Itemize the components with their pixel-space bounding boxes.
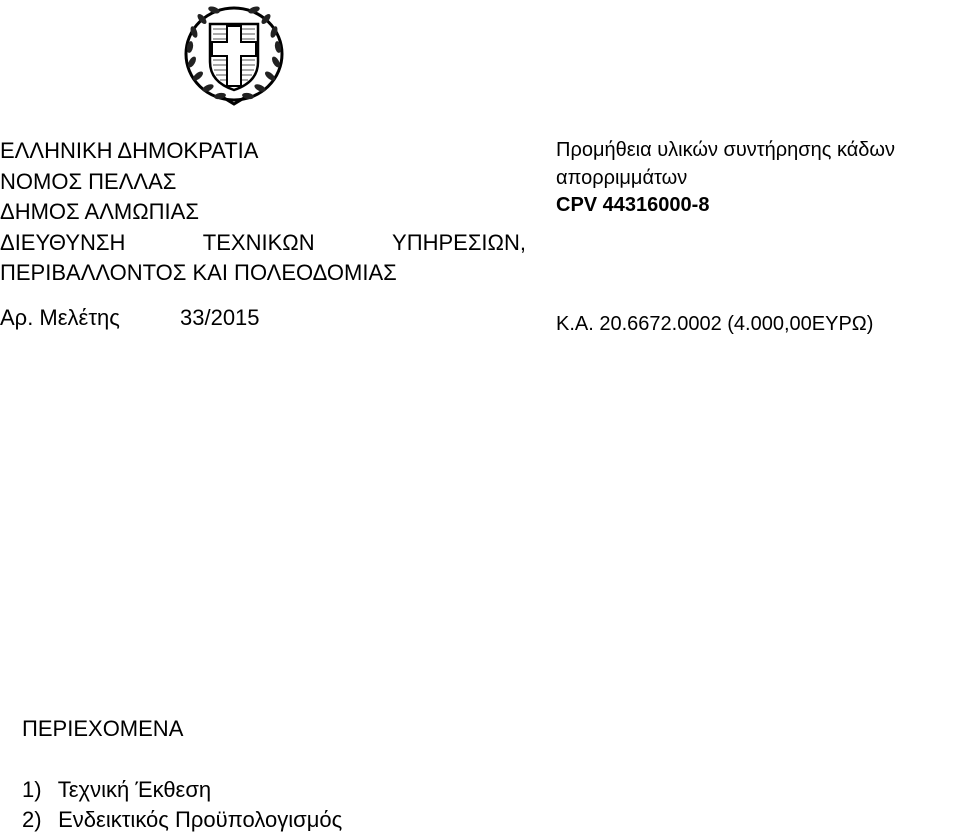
directorate-line bbox=[0, 228, 526, 259]
directorate-line-2: ΠΕΡΙΒΑΛΛΟΝΤΟΣ ΚΑΙ ΠΟΛΕΟΔΟΜΙΑΣ bbox=[0, 260, 397, 285]
prefecture-line: ΝΟΜΟΣ ΠΕΛΛΑΣ bbox=[0, 168, 177, 194]
list-item-label: Τεχνική Έκθεση bbox=[57, 777, 212, 802]
list-item-index: 1) bbox=[22, 777, 42, 802]
project-title-line-2: απορριμμάτων bbox=[556, 166, 688, 189]
directorate-word: ΤΕΧΝΙΚΩΝ bbox=[202, 229, 315, 255]
study-number: 33/2015 bbox=[180, 305, 260, 330]
authority-header bbox=[0, 136, 528, 289]
list-item-index: 2) bbox=[22, 807, 42, 832]
list-item bbox=[22, 775, 342, 805]
contents-list bbox=[22, 775, 342, 835]
study-label: Αρ. Μελέτης bbox=[0, 305, 120, 330]
project-title-block bbox=[556, 137, 895, 220]
project-title-line-1: Προμήθεια υλικών συντήρησης κάδων bbox=[556, 139, 896, 161]
directorate-word: ΔΙΕΥΘΥΝΣΗ bbox=[0, 229, 126, 255]
cpv-code: CPV 44316000-8 bbox=[556, 194, 710, 216]
study-number-line bbox=[0, 305, 260, 331]
directorate-word: ΥΠΗΡΕΣΙΩΝ, bbox=[392, 229, 526, 255]
municipality-line: ΔΗΜΟΣ ΑΛΜΩΠΙΑΣ bbox=[0, 199, 199, 224]
list-item-label: Ενδεικτικός Προϋπολογισμός bbox=[58, 807, 343, 832]
greek-coat-of-arms-icon bbox=[180, 2, 288, 108]
contents-title: ΠΕΡΙΕΧΟΜΕΝΑ bbox=[22, 716, 184, 741]
list-item bbox=[22, 805, 342, 835]
country-line: ΕΛΛΗΝΙΚΗ ΔΗΜΟΚΡΑΤΙΑ bbox=[0, 138, 259, 163]
budget-code: Κ.Α. 20.6672.0002 (4.000,00ΕΥΡΩ) bbox=[556, 313, 874, 335]
